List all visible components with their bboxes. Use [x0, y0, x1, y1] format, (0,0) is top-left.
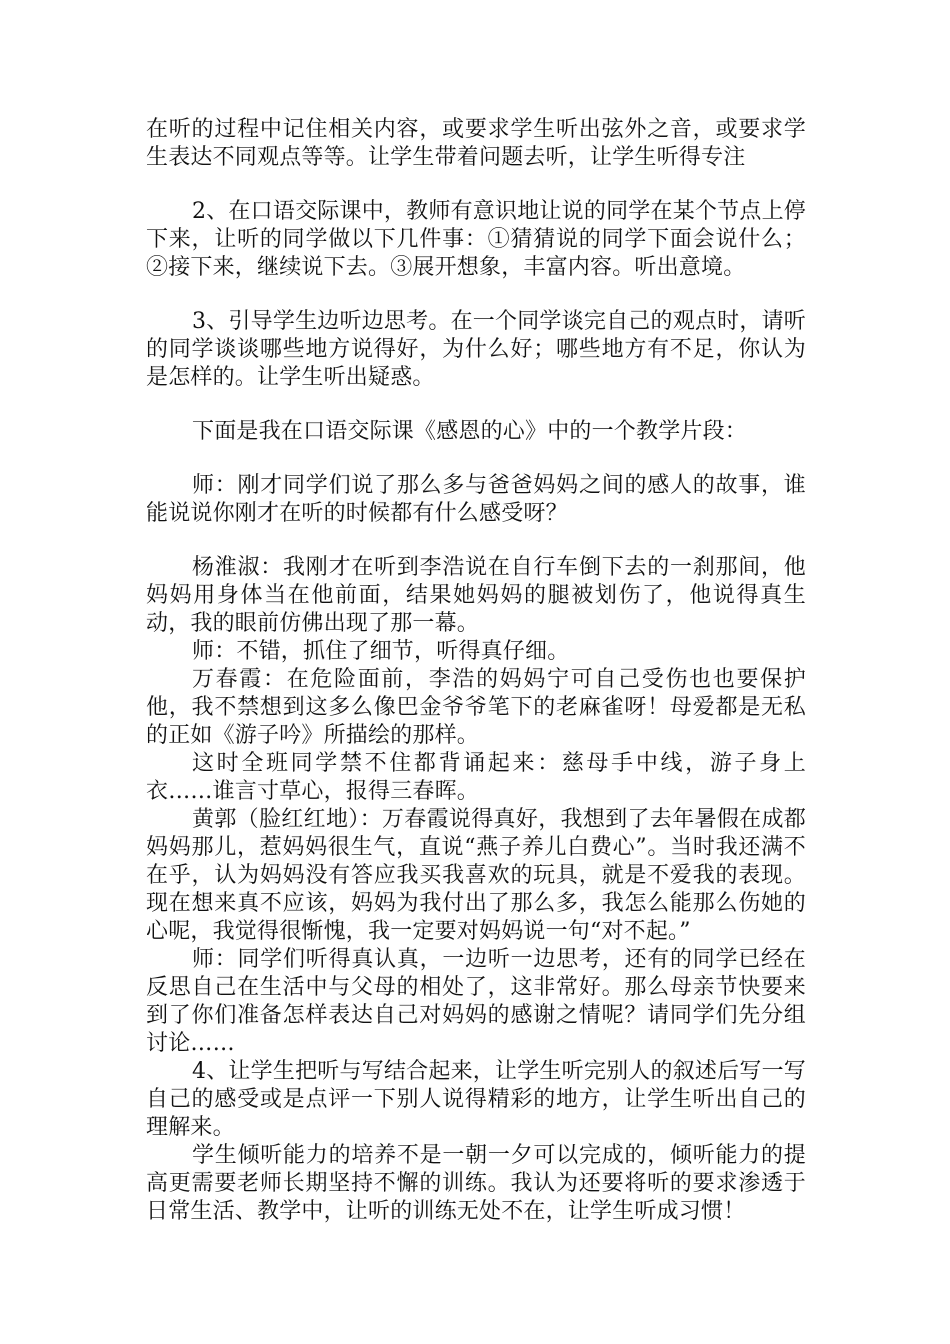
- paragraph-student-wan: 万春霞：在危险面前，李浩的妈妈宁可自己受伤也也要保护他，我不禁想到这多么像巴金爷爷笔下的老麻雀呀！母爱都是无私的正如《游子吟》所描绘的那样。: [146, 667, 806, 748]
- paragraph-item-3: 3、引导学生边听边思考。在一个同学谈完自己的观点时，请听的同学谈谈哪些地方说得好，为什么好；哪些地方有不足，你认为是怎样的。让学生听出疑惑。: [146, 309, 806, 390]
- paragraph-class-recite: 这时全班同学禁不住都背诵起来：慈母手中线，游子身上衣……谁言寸草心，报得三春晖。: [146, 751, 806, 804]
- paragraph-intro-excerpt: 下面是我在口语交际课《感恩的心》中的一个教学片段：: [192, 419, 748, 444]
- paragraph-teacher-reply: 师：不错，抓住了细节，听得真仔细。: [192, 639, 570, 664]
- paragraph-continuation: 在听的过程中记住相关内容，或要求学生听出弦外之音，或要求学生表达不同观点等等。让学生带着问题去听，让学生听得专注: [146, 117, 806, 170]
- paragraph-item-4: 4、让学生把听与写结合起来，让学生听完别人的叙述后写一写自己的感受或是点评一下别人说得精彩的地方，让学生听出自己的理解来。: [146, 1059, 806, 1140]
- paragraph-item-2: 2、在口语交际课中，教师有意识地让说的同学在某个节点上停下来，让听的同学做以下几件事：①猜猜说的同学下面会说什么；②接下来，继续说下去。③展开想象，丰富内容。听出意境。: [146, 199, 806, 280]
- paragraph-teacher-summary: 师：同学们听得真认真，一边听一边思考，还有的同学已经在反思自己在生活中与父母的相处了，这非常好。那么母亲节快要来到了你们准备怎样表达自己对妈妈的感谢之情呢？请同学们先分组讨论……: [146, 947, 806, 1056]
- paragraph-student-huang: 黄郭（脸红红地）：万春霞说得真好，我想到了去年暑假在成都妈妈那儿，惹妈妈很生气，直说“燕子养儿白费心”。当时我还满不在乎，认为妈妈没有答应我买我喜欢的玩具，就是不爱我的表现。现在想来真不应该，妈妈为我付出了那么多，我怎么能那么伤她的心呢，我觉得很惭愧，我一定要对妈妈说一句“对不起。”: [146, 807, 806, 944]
- paragraph-conclusion: 学生倾听能力的培养不是一朝一夕可以完成的，倾听能力的提高更需要老师长期坚持不懈的训练。我认为还要将听的要求渗透于日常生活、教学中，让听的训练无处不在，让学生听成习惯！: [146, 1143, 806, 1224]
- paragraph-student-yang: 杨淮淑：我刚才在听到李浩说在自行车倒下去的一刹那间，他妈妈用身体当在他前面，结果她妈妈的腿被划伤了，他说得真生动，我的眼前仿佛出现了那一幕。: [146, 555, 806, 636]
- document-page: [146, 116, 806, 1226]
- paragraph-teacher-question: 师：刚才同学们说了那么多与爸爸妈妈之间的感人的故事，谁能说说你刚才在听的时候都有什么感受呀？: [146, 473, 806, 526]
